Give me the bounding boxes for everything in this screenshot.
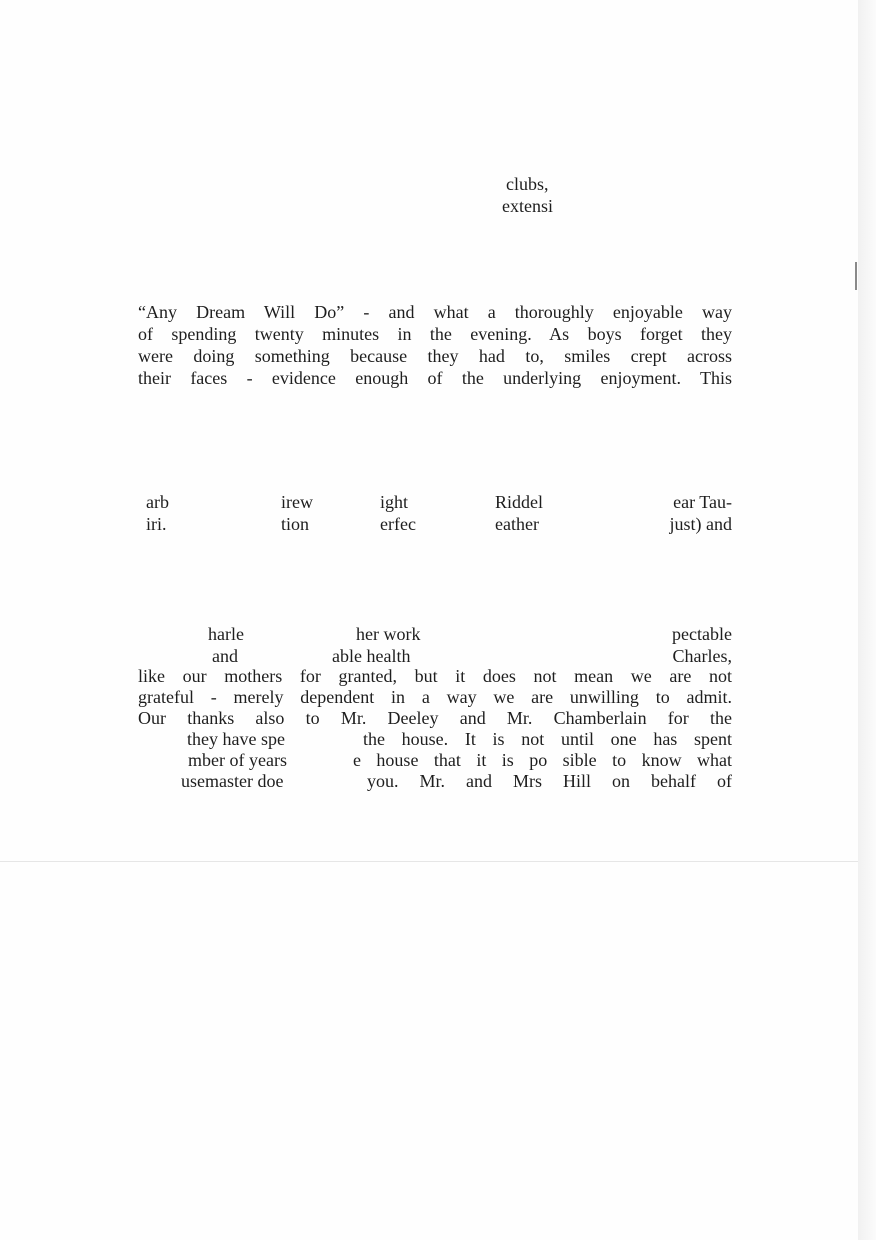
text-fragment: pectable — [672, 624, 732, 644]
text-line: like our mothers for granted, but it does not mean we are not — [138, 666, 732, 686]
text-fragment: ight — [380, 492, 409, 512]
text-line: extensi — [502, 196, 553, 216]
text-line: Our thanks also to Mr. Deeley and Mr. Chamberlain for the — [138, 708, 732, 728]
text-line: of spending twenty minutes in the evening. As boys forget they — [138, 324, 732, 344]
text-line: clubs, — [506, 174, 549, 194]
text-fragment: the house. It is not until one has spent — [363, 729, 732, 749]
text-fragment: harle — [208, 624, 244, 644]
fold-line — [0, 861, 858, 862]
text-fragment: Charles, — [672, 646, 732, 666]
text-fragment: you. Mr. and Mrs Hill on behalf of — [367, 771, 732, 791]
text-fragment: erfec — [380, 514, 416, 534]
text-fragment: they have spe — [187, 729, 285, 749]
text-fragment: Riddel — [495, 492, 543, 512]
text-line: their faces - evidence enough of the underlying enjoyment. This — [138, 368, 732, 388]
text-line: grateful - merely dependent in a way we are unwilling to admit. — [138, 687, 732, 707]
text-fragment: e house that it is po sible to know what — [353, 750, 732, 770]
text-fragment: able health — [332, 646, 411, 666]
text-fragment: irew — [281, 492, 313, 512]
text-fragment: ear Tau- — [673, 492, 732, 512]
text-fragment: mber of years — [188, 750, 287, 770]
text-fragment: arb — [146, 492, 169, 512]
text-fragment: usemaster doe — [181, 771, 284, 791]
page-edge-shadow — [858, 0, 876, 1240]
text-fragment: and — [212, 646, 238, 666]
text-line: “Any Dream Will Do” - and what a thoroughly enjoyable way — [138, 302, 732, 322]
text-line: were doing something because they had to, smiles crept across — [138, 346, 732, 366]
margin-mark — [855, 262, 857, 290]
text-fragment: tion — [281, 514, 310, 534]
text-fragment: her work — [356, 624, 421, 644]
text-fragment: eather — [495, 514, 539, 534]
text-fragment: iri. — [146, 514, 167, 534]
text-fragment: just) and — [669, 514, 732, 534]
